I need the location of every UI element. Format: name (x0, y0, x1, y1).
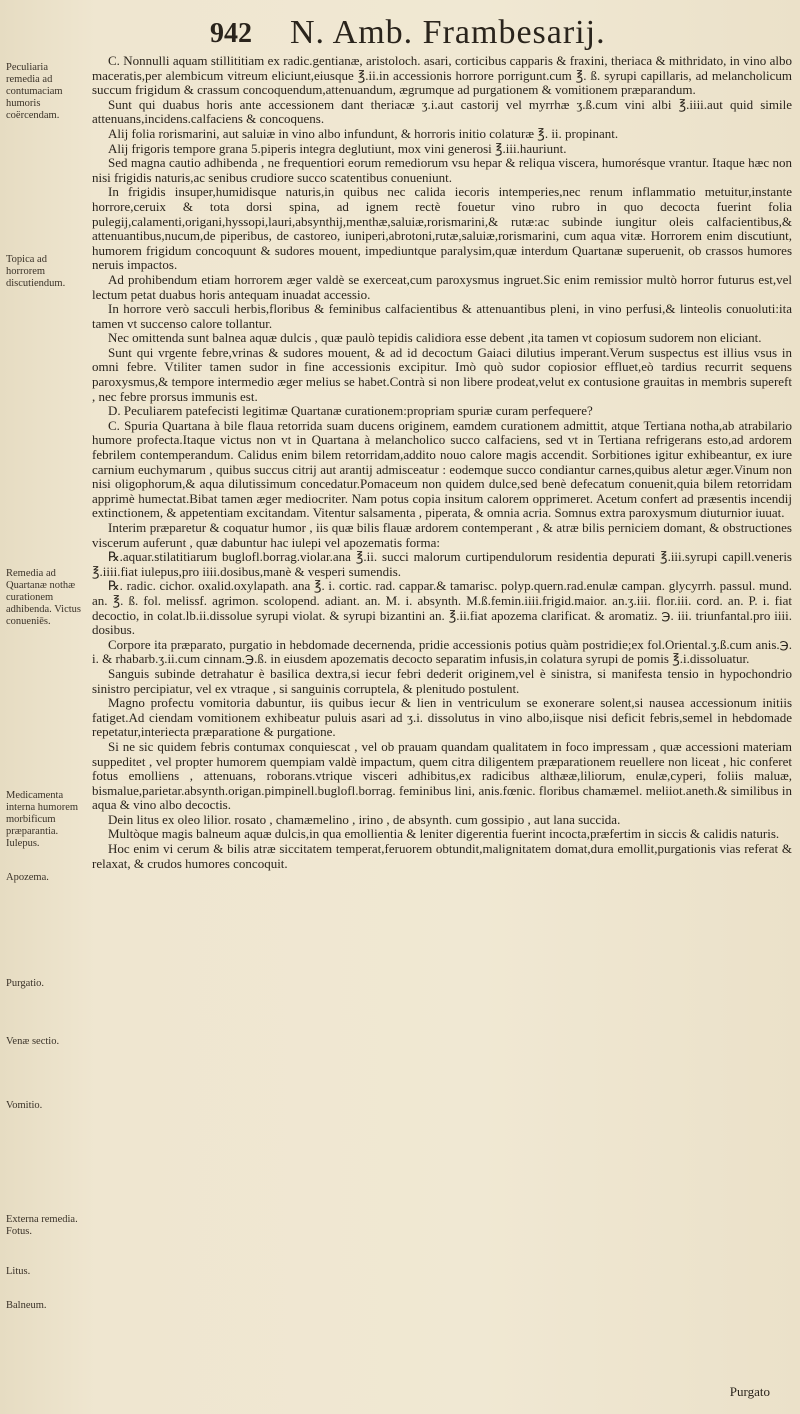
margin-note: Balneum. (6, 1300, 47, 1311)
margin-note: Remedia ad Quartanæ nothæ curationem adhibenda. Victus conueniēs. (6, 568, 81, 627)
margin-note: Externa remedia. Fotus. (6, 1214, 78, 1237)
paragraph: Sunt qui duabus horis ante accessionem dant theriacæ ʒ.i.aut castorij vel myrrhæ ʒ.ß.cum vini albi ℥.iiii.aut quid simile attenuans,incidens.calfaciens & concoquens. (92, 96, 792, 127)
paragraph: Si ne sic quidem febris contumax conquiescat , vel ob prauam quandam qualitatem in foco impressam , quæ accessioni materiam suppeditet , vel propter humorem quempiam valdè impactum, quem citra diligentem præparationem reuellere non liceat , hic conferet fotus emolliens , attenuans, roborans.vtrique visceri adhibitus,ex radicibus althææ,liliorum, enulæ,cyperi, foliis maluæ, bismalue,parietar.absynth.origan.pimpinell.buglofl.borrag. feminibus lini, anis.fœnic. floribus chamæmel. meliiot.aneth.& similibus in aqua & vino albo decoctis. (92, 738, 792, 813)
running-title: N. Amb. Frambesarij. (290, 14, 606, 51)
margin-note: Medicamenta interna humorem morbificum præparantia. Iulepus. (6, 790, 79, 849)
main-text-column (92, 54, 792, 1404)
margin-note: Litus. (6, 1266, 31, 1277)
paragraph: D. Peculiarem patefecisti legitimæ Quartanæ curationem:propriam spuriæ curam perfequere? (108, 403, 593, 419)
paragraph: Interim præparetur & coquatur humor , iis quæ bilis flauæ ardorem contemperant , & atræ bilis perniciem domant, & obstructiones viscerum auferunt , quæ dabuntur hac iulepi vel apozematis forma: (92, 520, 792, 550)
paragraph: ℞. radic. cichor. oxalid.oxylapath. ana ℥. i. cortic. rad. cappar.& tamarisc. polyp.quern.rad.enulæ campan. glycyrrh. passul. mund. an. ℥. ß. fol. melissf. agrimon. scolopend. adiant. an. M. i. absynth. M.ß.femin.iiii.frigid.maior. an.ʒ.iii. flor.iii. cord. an. P. i. fiat decoctio, in colat.lb.ii.dissolue syrupi violat. & syrupi bizantini an. ℥.ii.fiat apozema clarificat. & aromatiz. ℈. iii. triunfantal.pro iiii. dosibus. (92, 578, 792, 638)
paragraph: Dein litus ex oleo lilior. rosato , chamæmelino , irino , de absynth. cum gossipio , aut lana succida. (108, 811, 621, 827)
paragraph: Alij frigoris tempore grana 5.piperis integra deglutiunt, mox vini generosi ℥.iii.hauriunt. (108, 140, 567, 156)
paragraph: Ad prohibendum etiam horrorem æger valdè se exerceat,cum paroxysmus ingruet.Sic enim remissior multò horror futurus est,vel lectum petat duabus horis antequam inuadat accessio. (92, 271, 792, 302)
page-header (0, 12, 800, 52)
paragraph: In frigidis insuper,humidisque naturis,in quibus nec calida iecoris intemperies,nec renum inflammatio metuitur,instante horrore,ceruix & tota dorsi spina, ad ignem rectè fouetur vino rubro in quo decocta fuerint folia pulegij,calamenti,origani,hyssopi,lauri,absynthij,menthæ,saluiæ,rorismarini,& rutæ:ac subinde iungitur oleis calfacientibus,& attenuantibus,nucum,de piperibus, de castoreo, iuniperi,abrotoni,rutæ,saluiæ,rorismarini, cum aqua vitæ. Horrorem enim discutiunt, humorem frigidum concoquunt & sudores mouent, impediuntque paralysim,quæ interdum Quartanæ superuenit, ob crassos humores neruis impactos. (92, 184, 792, 273)
page-number: 942 (210, 18, 252, 49)
margin-note: Vomitio. (6, 1100, 43, 1111)
margin-note: Topica ad horrorem discutiendum. (6, 254, 66, 289)
paragraph: C. Nonnulli aquam stillititiam ex radic.gentianæ, aristoloch. asari, corticibus capparis & fraxini, theriaca & mithridato, in vino albo maceratis,per alembicum vitreum eliciunt,eiusque ℥.ii.in accessionis horrore porrigunt.cum ℥. ß. syrupi capillaris, ad melancholicum succum frigidum & crassum concoquendum,attenuandum, ægrumque ad purgationem & vomitionem præparandum. (92, 54, 792, 98)
catchword: Purgato (729, 1384, 770, 1399)
paragraph: ℞.aquar.stilatitiarum buglofl.borrag.violar.ana ℥.ii. succi malorum curtipendulorum residentia depurati ℥.iii.syrupi capill.veneris ℥.iiii.fiat iulepus,pro iiii.dosibus,manè & vesperi sumendis. (92, 549, 792, 579)
margin-note: Apozema. (6, 872, 49, 883)
paragraph: Nec omittenda sunt balnea aquæ dulcis , quæ paulò tepidis calidiora esse debent ,ita tamen vt copiosum sudorem non eliciant. (108, 330, 762, 346)
paragraph: C. Spuria Quartana à bile flaua retorrida suam ducens originem, eamdem curationem admittit, atque Tertiana notha,ab atrabilario humore profecta.Itaque victus non vt in Quartana à melancholico succo calfaciens, sed vt in Tertiana refrigerans esto,ad ardorem febrilem contemperandum. Calidus enim bilem retorridam,addito nouo calore magis accendit. Sorbitiones igitur exhibeantur, ex iure carnium euchymarum , quibus succus citrij aut arantij admisceatur : eodemque succo condiantur carnes,quibus aletur æger.Vinum non nisi oligophorum,& aqua dilutissimum concedatur.Pomaceum non quidem dulce,sed benè defecatum conuenit,quia bilem retorridam apprimè humectat.Bibat tamen æger mediocriter. Nam potus copia insitum calorem opprimeret. Acetum confert ad præsentis incendij extinctionem, & appetentiam excitandam. Vitentur salsamenta , piperata, & omnia acria. Somnus extra paroxysmum diuturnior iuuat. (92, 417, 792, 521)
paragraph: In horrore verò sacculi herbis,floribus & feminibus calfacientibus & attenuantibus pleni, in vino perfusi,& linteolis conuoluti:ita tamen vt succenso calore tollantur. (92, 301, 792, 331)
paragraph: Hoc enim vi cerum & bilis atræ siccitatem temperat,feruorem obtundit,malignitatem domat,dura emollit,purgationis vias referat & relaxat, & crudos humores concoquit. (92, 841, 792, 871)
paragraph: Multòque magis balneum aquæ dulcis,in qua emollientia & leniter digerentia fuerint incocta,præfertim in siccis & calidis naturis. (108, 826, 780, 842)
paragraph: Magno profectu vomitoria dabuntur, iis quibus iecur & lien in ventriculum se exonerare solent,si nausea accessionum initiis fatiget.Ad ciendam vomitionem exhibeatur puluis asari ad ʒ.i. dissolutus in vino albo,iisque nisi deficit febris,semel in hebdomade repetatur,interiecta præparatione & purgatione. (92, 695, 792, 740)
margin-note: Venæ sectio. (6, 1036, 60, 1047)
paragraph: Alij folia rorismarini, aut saluiæ in vino albo infundunt, & horroris initio colaturæ ℥. ii. propinant. (108, 125, 619, 141)
paragraph: Sunt qui vrgente febre,vrinas & sudores mouent, & ad id decoctum Gaiaci dilutius imperant.Verum suspectus est illius vsus in omni febre. Vtiliter tamen sudor in fine accessionis excipitur. Imò quò sudor copiosior effluet,eò tardius recurrit sequens paroxysmus,& tempore intermedio æger melius se habet.Contrà si non libere prodeat,velut ex contusione grauitas in membris supereft , nec febre prorsus immunis est. (92, 344, 792, 404)
paragraph: Corpore ita præparato, purgatio in hebdomade decernenda, pridie accessionis potius quàm postridie;ex fol.Oriental.ʒ.ß.cum anis.℈. i. & rhabarb.ʒ.ii.cum cinnam.℈.ß. in eiusdem apozematis decocto separatim infusis,in colatura syrupi de pomis ℥.i.dissoluatur. (92, 636, 792, 667)
margin-note: Purgatio. (6, 978, 45, 989)
paragraph: Sanguis subinde detrahatur è basilica dextra,si iecur febri dederit originem,vel è sinistra, si manifesta tensio in hypochondrio sinistro percipiatur, vel ex vtraque , si sanguinis corruptela, & plenitudo postulent. (92, 665, 792, 696)
margin-note: Peculiaria remedia ad contumaciam humoris coërcendam. (6, 62, 63, 121)
paragraph: Sed magna cautio adhibenda , ne frequentiori eorum remediorum vsu hepar & reliqua viscera, humorésque vrantur. Itaque hæc non nisi frigidis naturis,ac senibus crudiore succo scatentibus conueniunt. (92, 155, 792, 185)
